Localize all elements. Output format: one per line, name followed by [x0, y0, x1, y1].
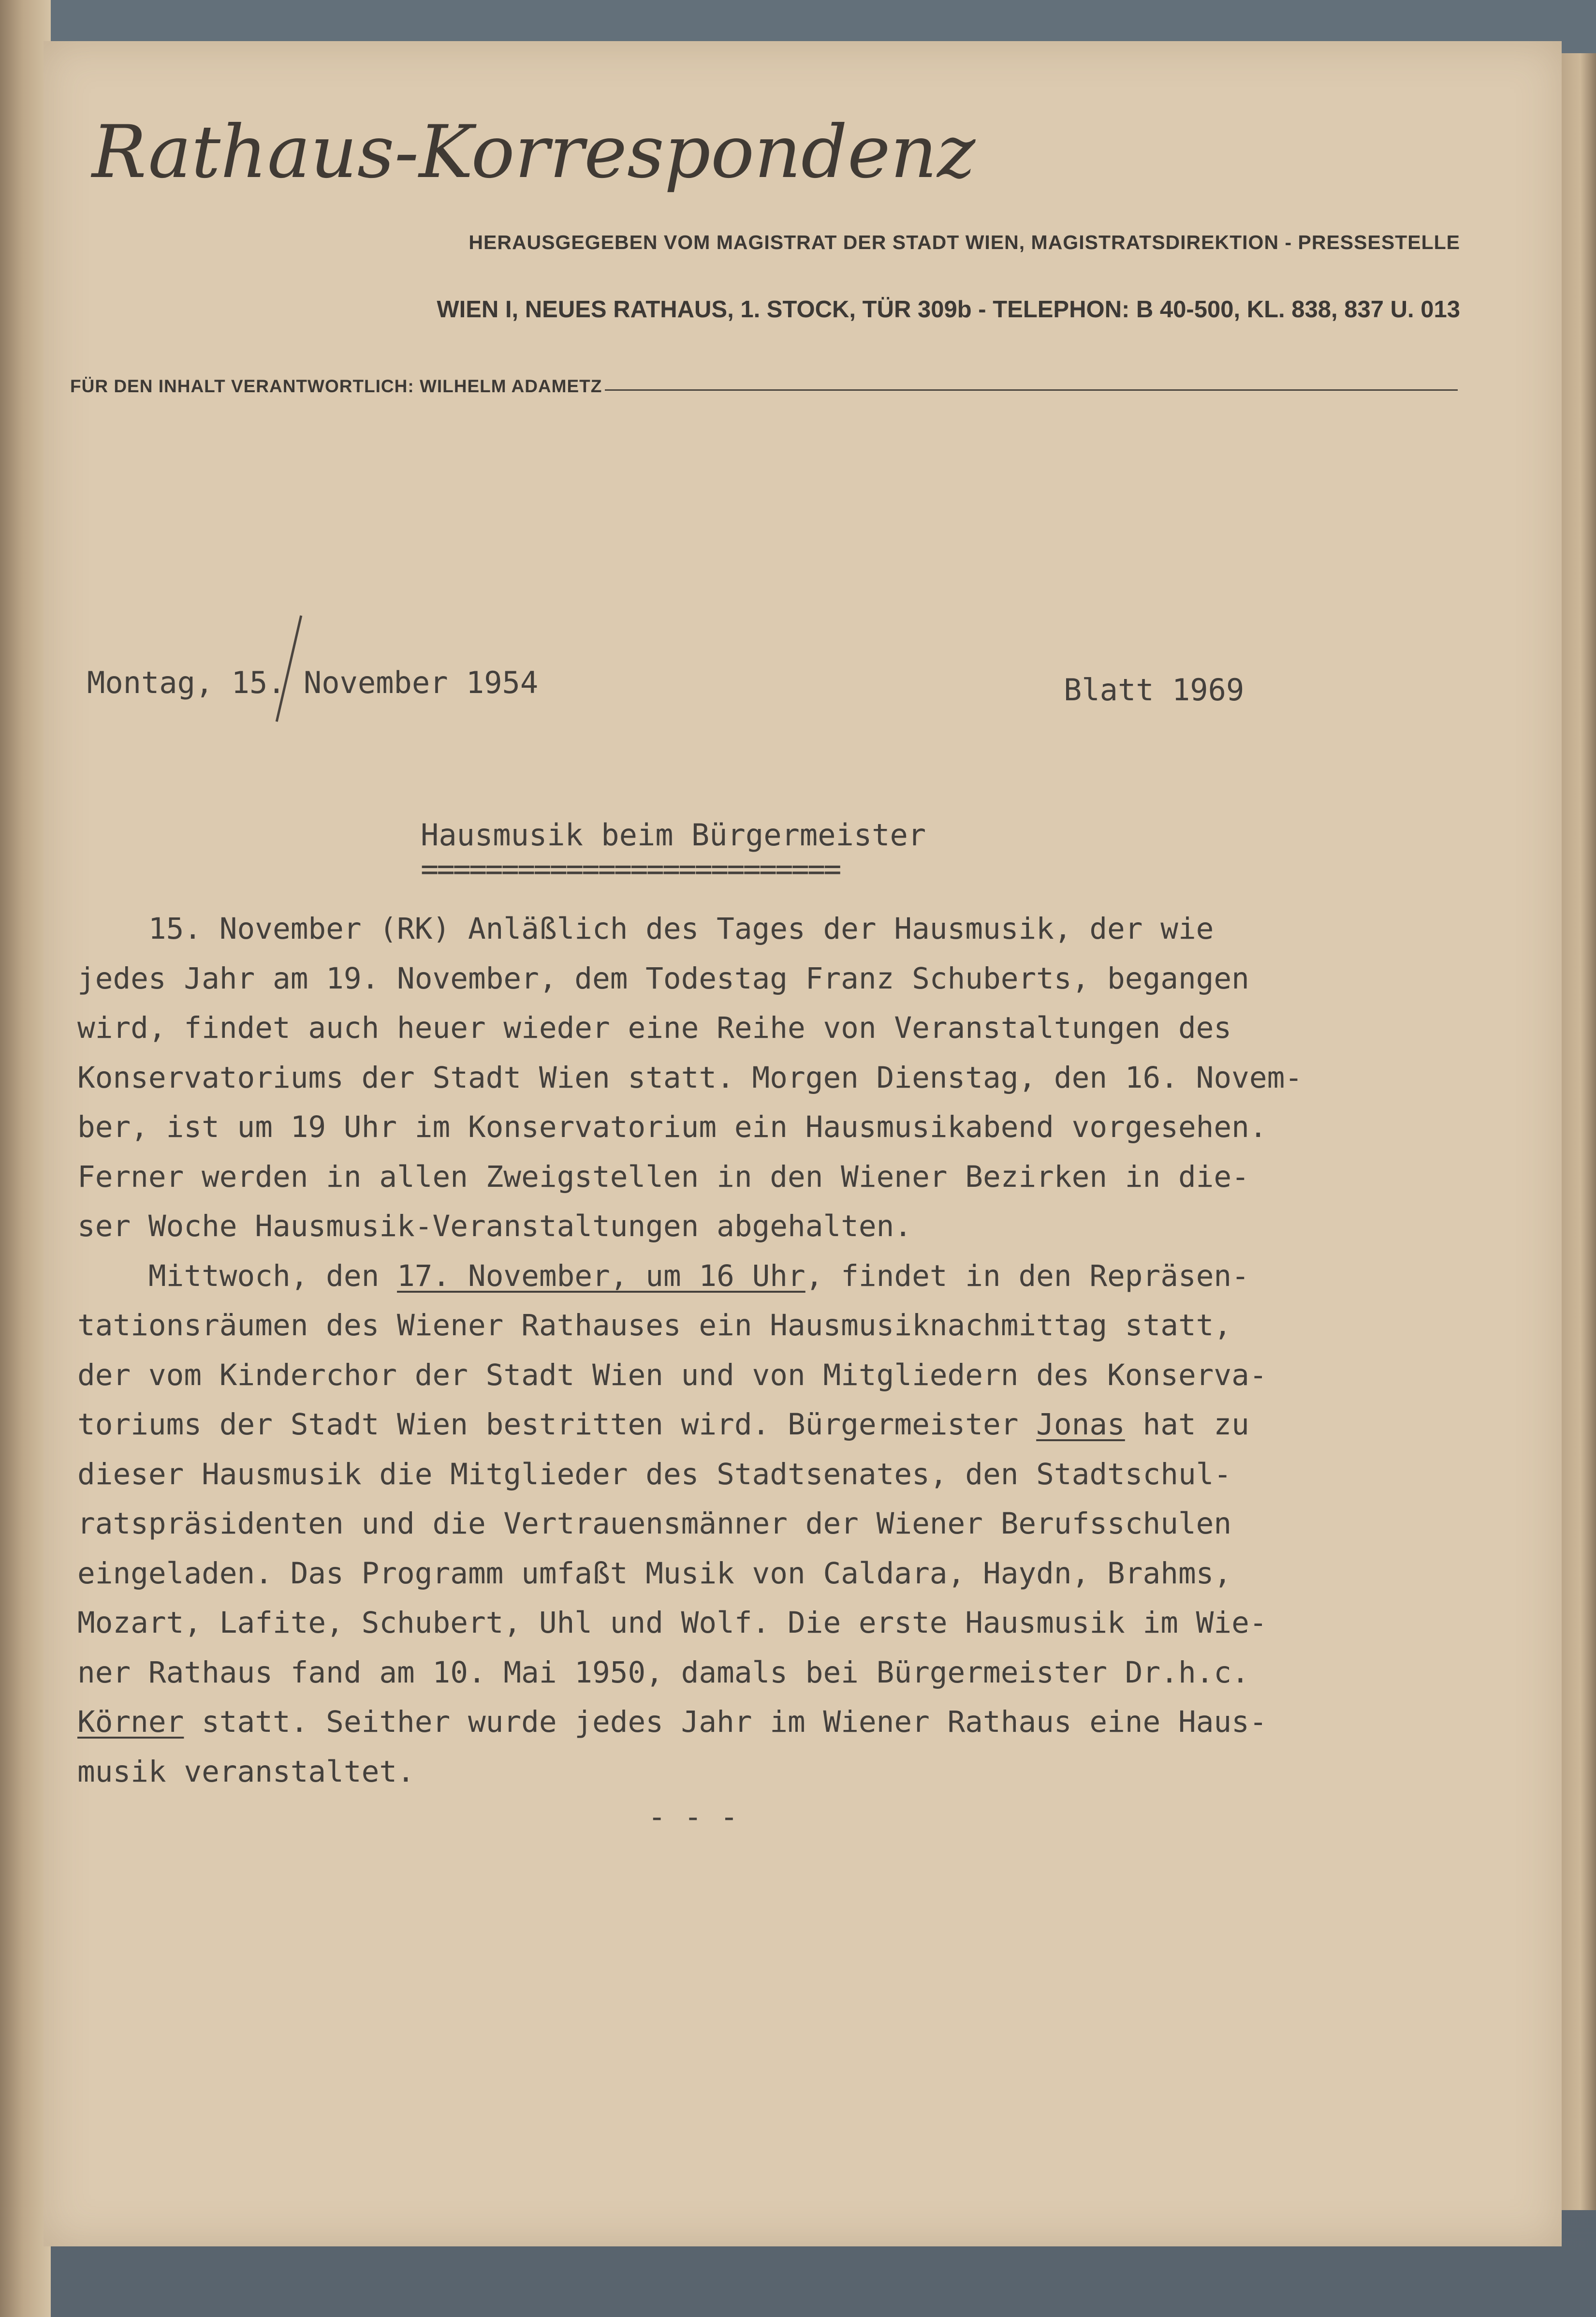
article-line-rest: statt. Seither wurde jedes Jahr im Wiener Rathaus eine Haus-: [184, 1705, 1267, 1739]
responsible-rule: [605, 389, 1458, 391]
article-line: [77, 1202, 1479, 1252]
article-line: [77, 1152, 1479, 1202]
article-line-text: 15. November (RK) Anläßlich des Tages der Hausmusik, der wie: [77, 912, 1214, 946]
article-headline: Hausmusik beim Bürgermeister: [421, 817, 926, 853]
masthead-address: WIEN I, NEUES RATHAUS, 1. STOCK, TÜR 309b - TELEPHON: B 40-500, KL. 838, 837 U. 013: [437, 296, 1460, 323]
article-line: [77, 1598, 1479, 1648]
article-line: [77, 1103, 1479, 1152]
underlined-text: Jonas: [1036, 1407, 1125, 1442]
article-line-text: ratspräsidenten und die Vertrauensmänner der Wiener Berufsschulen: [77, 1506, 1232, 1541]
article-line: [77, 1499, 1479, 1549]
article-line-text: Konservatoriums der Stadt Wien statt. Morgen Dienstag, den 16. Novem-: [77, 1060, 1303, 1095]
article-line-text: der vom Kinderchor der Stadt Wien und von Mitgliedern des Konserva-: [77, 1358, 1267, 1392]
article-line: [77, 1549, 1479, 1599]
article-line-text: eingeladen. Das Programm umfaßt Musik von Caldara, Haydn, Brahms,: [77, 1556, 1232, 1591]
article-line: [77, 1004, 1479, 1053]
article-line: [77, 904, 1479, 954]
article-line-text: ber, ist um 19 Uhr im Konservatorium ein Hausmusikabend vorgesehen.: [77, 1110, 1267, 1144]
article-line-text: dieser Hausmusik die Mitglieder des Stadtsenates, den Stadtschul-: [77, 1457, 1232, 1491]
masthead-title: Rathaus-Korrespondenz: [92, 110, 976, 194]
article-line: [77, 1351, 1479, 1401]
article-line-text: jedes Jahr am 19. November, dem Todestag Franz Schuberts, begangen: [77, 961, 1249, 996]
article-line-text: ser Woche Hausmusik-Veranstaltungen abgehalten.: [77, 1209, 912, 1243]
dateline: Montag, 15. November 1954: [87, 665, 539, 700]
article-line: [77, 1648, 1479, 1698]
responsible-row: [70, 368, 1458, 397]
article-body: [77, 904, 1479, 1797]
article-line: [77, 1697, 1479, 1747]
closing-mark: - - -: [648, 1799, 738, 1834]
article-line: [77, 1450, 1479, 1500]
article-line-text: ner Rathaus fand am 10. Mai 1950, damals bei Bürgermeister Dr.h.c.: [77, 1655, 1249, 1690]
article-line: [77, 1301, 1479, 1351]
article-line: [77, 954, 1479, 1004]
article-line: [77, 1053, 1479, 1103]
article-line-rest: , findet in den Repräsen-: [805, 1258, 1249, 1293]
article-line-text: tationsräumen des Wiener Rathauses ein Hausmusiknachmittag statt,: [77, 1308, 1232, 1343]
article-line-rest: hat zu: [1125, 1407, 1249, 1442]
underlined-text: 17. November, um 16 Uhr: [397, 1258, 805, 1293]
sheet-number: Blatt 1969: [1064, 672, 1245, 708]
page-edge-right: [1557, 53, 1596, 2210]
article-line: [77, 1252, 1479, 1301]
article-line: [77, 1747, 1479, 1797]
article-line-text: wird, findet auch heuer wieder eine Reihe von Veranstaltungen des: [77, 1011, 1232, 1045]
article-line-text: Mozart, Lafite, Schubert, Uhl und Wolf. Die erste Hausmusik im Wie-: [77, 1606, 1267, 1640]
article-line-text: toriums der Stadt Wien bestritten wird. Bürgermeister: [77, 1407, 1037, 1442]
masthead-publisher: HERAUSGEGEBEN VOM MAGISTRAT DER STADT WIEN, MAGISTRATSDIREKTION - PRESSESTELLE: [469, 231, 1460, 253]
article-line-text: Ferner werden in allen Zweigstellen in den Wiener Bezirken in die-: [77, 1159, 1249, 1194]
underlined-text: Körner: [77, 1705, 184, 1739]
article-line-text: Mittwoch, den: [77, 1258, 397, 1293]
article-line-text: musik veranstaltet.: [77, 1754, 415, 1789]
article-line: [77, 1400, 1479, 1450]
responsible-editor: FÜR DEN INHALT VERANTWORTLICH: WILHELM ADAMETZ: [70, 376, 602, 396]
headline-rule: ==========================: [421, 851, 840, 886]
